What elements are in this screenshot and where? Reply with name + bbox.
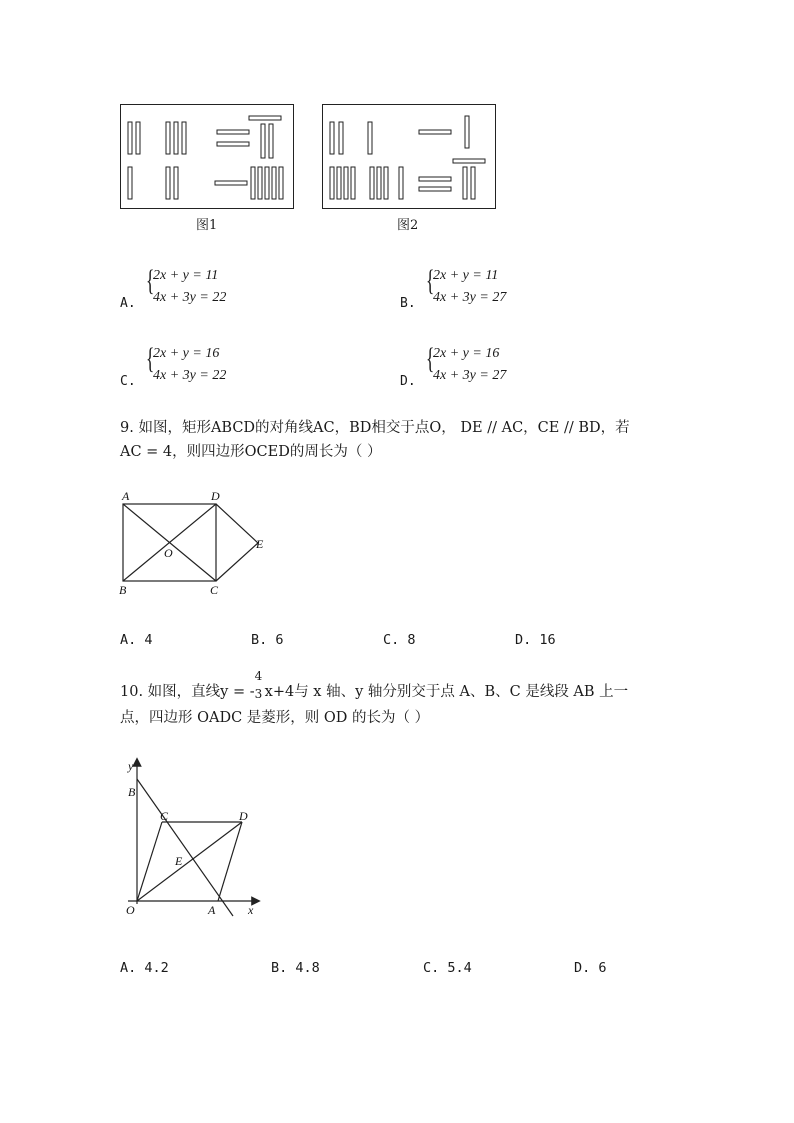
equation-1: 2x + y = 11 xyxy=(433,268,499,283)
q9-label-b: B xyxy=(119,583,127,597)
figure-1-caption: 图1 xyxy=(196,218,218,233)
q10-label-e: E xyxy=(175,854,183,868)
q10-coordinate-figure xyxy=(118,756,263,921)
q10-option-c[interactable]: C. 5.4 xyxy=(423,960,472,976)
q8-option-d-letter[interactable]: D. xyxy=(400,374,416,389)
equation-1: 2x + y = 11 xyxy=(153,268,219,283)
figure-2-caption: 图2 xyxy=(397,218,419,233)
brace-symbol: { xyxy=(145,264,155,297)
q10-line1-post: x+4与 x 轴、y 轴分别交于点 A、B、C 是线段 AB 上一 xyxy=(264,684,629,700)
figure-1-matchsticks xyxy=(121,105,293,208)
q10-label-c: C xyxy=(160,809,169,823)
brace-symbol: { xyxy=(425,342,435,375)
q9-rectangle-figure xyxy=(112,488,272,600)
q10-option-d[interactable]: D. 6 xyxy=(574,960,607,976)
q8-option-b-letter[interactable]: B. xyxy=(400,296,416,311)
fraction-numerator: 4 xyxy=(254,669,263,683)
equation-2: 4x + 3y = 27 xyxy=(433,290,507,305)
q10-text-line-2: 点，四边形 OADC 是菱形，则 OD 的长为（ ） xyxy=(120,710,430,726)
equation-2: 4x + 3y = 27 xyxy=(433,368,507,383)
q10-label-a: A xyxy=(208,903,216,917)
figure-2-box xyxy=(322,104,496,209)
equation-2: 4x + 3y = 22 xyxy=(153,368,227,383)
q10-label-x: x xyxy=(248,903,254,917)
q10-label-b: B xyxy=(128,785,136,799)
equation-1: 2x + y = 16 xyxy=(153,346,220,361)
q9-text-line-2: AC = 4，则四边形OCED的周长为（ ） xyxy=(120,444,382,460)
q9-text-line-1: 9. 如图，矩形ABCD的对角线AC，BD相交于点O， DE // AC，CE // BD，若 xyxy=(120,420,630,436)
brace-symbol: { xyxy=(425,264,435,297)
q10-label-y: y xyxy=(128,759,134,773)
q9-option-d[interactable]: D. 16 xyxy=(515,632,556,648)
q9-label-o: O xyxy=(164,546,173,560)
q8-option-a-letter[interactable]: A. xyxy=(120,296,136,311)
equation-2: 4x + 3y = 22 xyxy=(153,290,227,305)
q9-option-b[interactable]: B. 6 xyxy=(251,632,284,648)
q10-option-a[interactable]: A. 4.2 xyxy=(120,960,169,976)
fraction xyxy=(254,669,265,701)
q8-option-c-letter[interactable]: C. xyxy=(120,374,136,389)
q9-option-c[interactable]: C. 8 xyxy=(383,632,416,648)
equation-1: 2x + y = 16 xyxy=(433,346,500,361)
figure-2-matchsticks xyxy=(323,105,495,208)
brace-symbol: { xyxy=(145,342,155,375)
fraction-denominator: 3 xyxy=(254,687,263,701)
q10-label-d: D xyxy=(239,809,248,823)
q10-label-o: O xyxy=(126,903,135,917)
q9-label-e: E xyxy=(256,537,264,551)
figure-1-box xyxy=(120,104,294,209)
q10-option-b[interactable]: B. 4.8 xyxy=(271,960,320,976)
q9-option-a[interactable]: A. 4 xyxy=(120,632,153,648)
q9-label-c: C xyxy=(210,583,219,597)
q10-text-line-1 xyxy=(120,669,629,706)
q9-label-d: D xyxy=(211,489,220,503)
q10-line1-pre: 10. 如图，直线y = - xyxy=(120,684,255,700)
q9-label-a: A xyxy=(122,489,130,503)
